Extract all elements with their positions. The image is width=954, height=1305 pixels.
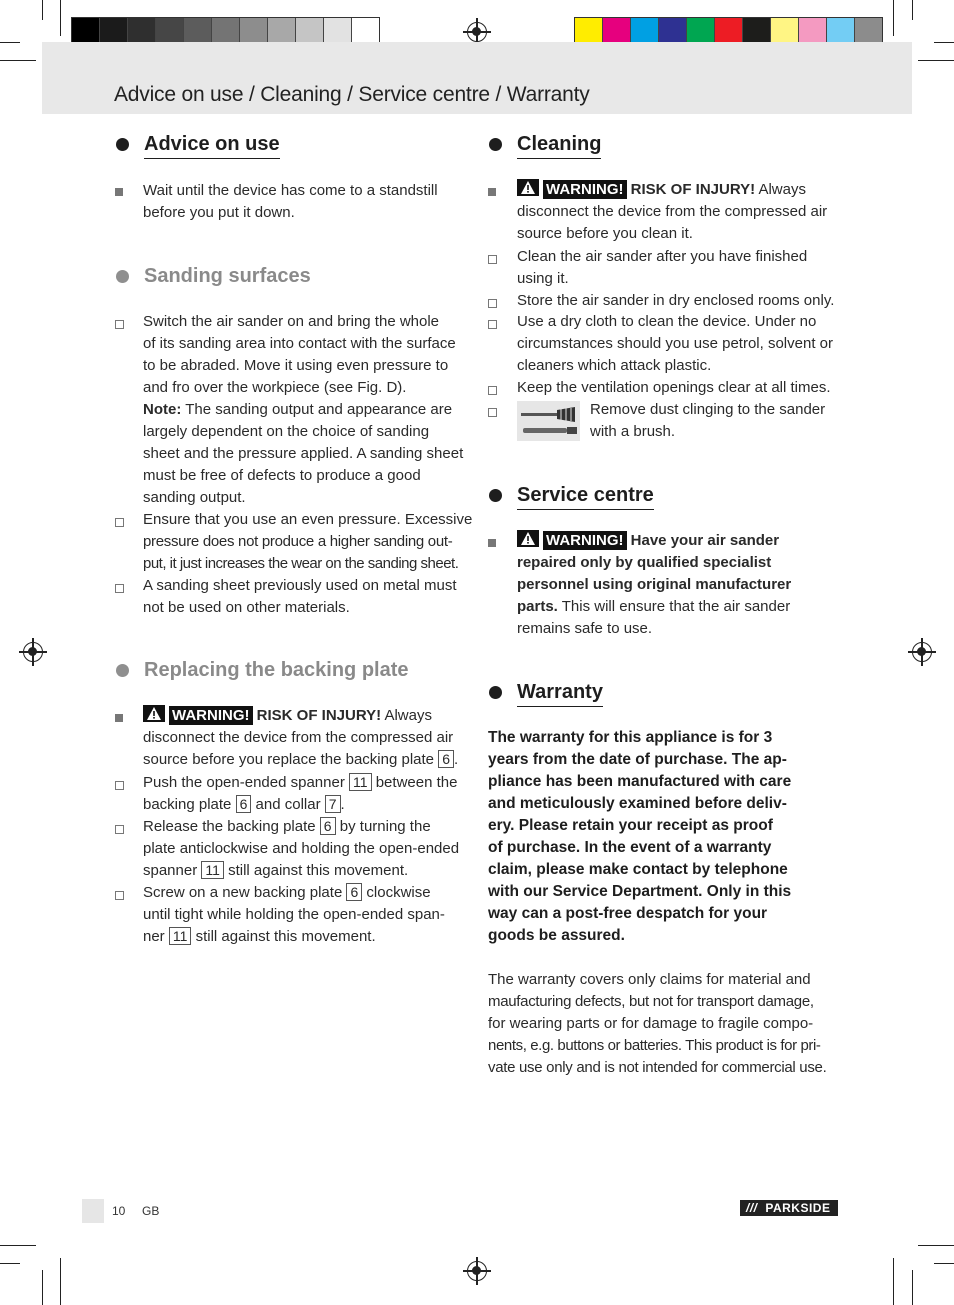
crop-mark: [0, 60, 36, 61]
list-marker: [115, 825, 124, 834]
crop-mark: [893, 1258, 894, 1305]
text-line: [517, 574, 847, 596]
text-line: Keep the ventilation openings clear at all times.: [517, 379, 831, 396]
part-number: 6: [346, 883, 362, 901]
crop-mark: [934, 42, 954, 43]
list-marker: [115, 891, 124, 900]
backing-warning: [143, 705, 473, 771]
text-line: disconnect the device from the compressed air: [517, 203, 828, 220]
heading-cleaning: Cleaning: [517, 133, 601, 159]
text-line: [143, 816, 473, 838]
crop-mark: [42, 1270, 43, 1305]
crop-mark: [918, 1245, 954, 1246]
text-line: [517, 552, 847, 574]
text-line: claim, please make contact by telephone: [488, 861, 788, 878]
page-number: 10: [112, 1204, 126, 1218]
text-line: [517, 596, 847, 618]
crop-mark: [60, 0, 61, 36]
text-line: way can a post-free despatch for your: [488, 905, 768, 922]
warning-text: Always: [381, 707, 432, 724]
step-text: and collar: [251, 796, 325, 813]
backing-step-3: [143, 882, 473, 948]
text-line: [143, 399, 473, 421]
crop-mark: [934, 1263, 954, 1264]
warning-triangle-icon: [517, 179, 539, 196]
text-line: nents, e.g. buttons or batteries. This product is for pri-: [488, 1037, 821, 1054]
list-marker: [115, 518, 124, 527]
text-line: ery. Please retain your receipt as proof: [488, 817, 773, 834]
text-line: Store the air sander in dry enclosed rooms only.: [517, 292, 835, 309]
warranty-paragraph: [488, 969, 848, 1079]
text-line: put, it just increases the wear on the sanding sheet.: [143, 555, 459, 572]
cleaning-item-4: [517, 377, 847, 399]
text-line: [143, 860, 473, 882]
part-number: 6: [320, 817, 336, 835]
sanding-item-2: [143, 509, 473, 575]
step-text: spanner: [143, 862, 202, 879]
text-line: largely dependent on the choice of sanding: [143, 423, 430, 440]
text-line: plate anticlockwise and holding the open-ended: [143, 840, 460, 857]
heading-service-centre: Service centre: [517, 484, 654, 510]
crop-mark: [918, 60, 954, 61]
crop-mark: [912, 0, 913, 20]
step-text: between the: [371, 774, 458, 791]
text-line: source before you clean it.: [517, 225, 693, 242]
note-text: The sanding output and appearance are: [181, 401, 453, 418]
text-line: circumstances should you use petrol, solvent or: [517, 335, 833, 352]
bold-text: Have your air sander: [626, 532, 780, 549]
part-number: 7: [325, 795, 341, 813]
section-bullet: [116, 270, 129, 283]
step-text: ner: [143, 928, 169, 945]
warning-triangle-icon: [517, 530, 539, 547]
text-line: [143, 705, 473, 727]
language-code: GB: [142, 1204, 160, 1218]
list-marker: [488, 299, 497, 308]
text-line: pliance has been manufactured with care: [488, 773, 792, 790]
list-marker: [488, 320, 497, 329]
advice-text: [143, 180, 473, 224]
text-line: The warranty covers only claims for material and: [488, 971, 811, 988]
cleaning-item-1: [517, 246, 847, 290]
crop-mark: [60, 1258, 61, 1305]
crop-mark: [0, 42, 20, 43]
heading-replacing-backing-plate: Replacing the backing plate: [144, 659, 409, 681]
crop-mark: [912, 1270, 913, 1305]
section-bullet: [116, 138, 129, 151]
list-marker: [115, 714, 123, 722]
step-text: Release the backing plate: [143, 818, 320, 835]
crop-mark: [42, 0, 43, 20]
text-line: not be used on other materials.: [143, 599, 350, 616]
text-line: of purchase. In the event of a warranty: [488, 839, 772, 856]
warning-text: source before you replace the backing plate: [143, 751, 439, 768]
sanding-item-3: [143, 575, 473, 619]
text-line: and fro over the workpiece (see Fig. D).: [143, 379, 407, 396]
service-warning: [517, 530, 847, 640]
text-line: The warranty for this appliance is for 3: [488, 729, 773, 746]
step-text: clockwise: [362, 884, 431, 901]
registration-mark-icon: [467, 1261, 487, 1281]
sanding-item-1: [143, 311, 473, 509]
cleaning-item-3: [517, 311, 847, 377]
warning-triangle-icon: [143, 705, 165, 722]
list-marker: [115, 781, 124, 790]
text-line: [143, 882, 473, 904]
list-marker: [488, 188, 496, 196]
list-marker: [115, 320, 124, 329]
part-number: 11: [349, 773, 372, 791]
step-text: Screw on a new backing plate: [143, 884, 347, 901]
cleaning-warning: [517, 179, 847, 245]
section-bullet: [489, 489, 502, 502]
text-line: before you put it down.: [143, 204, 295, 221]
brand-logo: [740, 1200, 838, 1216]
part-number: 6: [236, 795, 252, 813]
risk-label: RISK OF INJURY!: [630, 181, 756, 198]
text-line: using it.: [517, 270, 569, 287]
crop-mark: [0, 1263, 20, 1264]
risk-label: RISK OF INJURY!: [256, 707, 382, 724]
brand-name: PARKSIDE: [765, 1201, 831, 1215]
text-line: remains safe to use.: [517, 620, 653, 637]
list-marker: [488, 408, 497, 417]
cleaning-item-2: [517, 290, 847, 312]
step-text: still against this movement.: [191, 928, 376, 945]
text-line: [517, 179, 847, 201]
text-line: cleaners which attack plastic.: [517, 357, 712, 374]
logo-stripes-icon: ///: [746, 1201, 758, 1215]
text-line: must be free of defects to produce a good: [143, 467, 421, 484]
part-number: 11: [169, 927, 192, 945]
text-line: sheet and the pressure applied. A sanding sheet: [143, 445, 464, 462]
cleaning-item-5: [590, 399, 850, 443]
section-bullet: [489, 686, 502, 699]
registration-mark-icon: [23, 642, 43, 662]
heading-sanding-surfaces: Sanding surfaces: [144, 265, 311, 287]
bold-text: personnel using original manufacturer: [517, 576, 792, 593]
text-line: with a brush.: [590, 423, 676, 440]
heading-warranty: Warranty: [517, 681, 603, 707]
step-text: by turning the: [335, 818, 431, 835]
page-number-box: [82, 1199, 104, 1223]
punctuation: .: [454, 751, 459, 768]
text-line: for wearing parts or for damage to fragile compo-: [488, 1015, 814, 1032]
text-line: Ensure that you use an even pressure. Excessive: [143, 511, 473, 528]
list-marker: [115, 188, 123, 196]
backing-step-1: [143, 772, 473, 816]
text-line: maufacturing defects, but not for transport damage,: [488, 993, 814, 1010]
step-text: Push the open-ended spanner: [143, 774, 349, 791]
text-line: [143, 926, 473, 948]
text-line: and meticulously examined before deliv-: [488, 795, 787, 812]
text-line: [143, 772, 473, 794]
backing-step-2: [143, 816, 473, 882]
list-marker: [115, 584, 124, 593]
list-marker: [488, 539, 496, 547]
list-marker: [488, 255, 497, 264]
brush-icon: [517, 401, 580, 441]
text-line: years from the date of purchase. The ap-: [488, 751, 787, 768]
note-label: Note:: [143, 401, 182, 418]
text-line: disconnect the device from the compressed air: [143, 729, 454, 746]
text-line: vate use only and is not intended for commercial use.: [488, 1059, 827, 1076]
text-line: [517, 530, 847, 552]
text-line: pressure does not produce a higher sanding out-: [143, 533, 453, 550]
text-line: until tight while holding the open-ended span-: [143, 906, 445, 923]
text-line: goods be assured.: [488, 927, 625, 944]
service-text: This will ensure that the air sander: [557, 598, 791, 615]
text-line: [143, 794, 473, 816]
text-line: sanding output.: [143, 489, 246, 506]
text-line: of its sanding area into contact with the surface: [143, 335, 456, 352]
bold-text: parts.: [517, 598, 558, 615]
warning-text: Always: [755, 181, 806, 198]
part-number: 6: [438, 750, 454, 768]
text-line: Remove dust clinging to the sander: [590, 401, 826, 418]
section-bullet: [116, 664, 129, 677]
warranty-bold-paragraph: [488, 727, 848, 947]
text-line: with our Service Department. Only in this: [488, 883, 792, 900]
warning-label: WARNING!: [543, 531, 627, 550]
text-line: to be abraded. Move it using even pressure to: [143, 357, 449, 374]
part-number: 11: [201, 861, 224, 879]
warning-label: WARNING!: [543, 180, 627, 199]
text-line: A sanding sheet previously used on metal must: [143, 577, 457, 594]
text-line: Use a dry cloth to clean the device. Under no: [517, 313, 817, 330]
text-line: Wait until the device has come to a standstill: [143, 182, 438, 199]
heading-advice-on-use: Advice on use: [144, 133, 280, 159]
list-marker: [488, 386, 497, 395]
step-text: still against this movement.: [223, 862, 409, 879]
crop-mark: [893, 0, 894, 36]
text-line: Switch the air sander on and bring the whole: [143, 313, 440, 330]
registration-mark-icon: [912, 642, 932, 662]
registration-mark-icon: [467, 22, 487, 42]
warning-label: WARNING!: [169, 706, 253, 725]
text-line: [143, 749, 473, 771]
step-text: backing plate: [143, 796, 236, 813]
bold-text: repaired only by qualified specialist: [517, 554, 772, 571]
punctuation: .: [340, 796, 345, 813]
section-bullet: [489, 138, 502, 151]
text-line: Clean the air sander after you have finished: [517, 248, 808, 265]
crop-mark: [0, 1245, 36, 1246]
page-title: Advice on use / Cleaning / Service centre / Warranty: [114, 83, 590, 106]
